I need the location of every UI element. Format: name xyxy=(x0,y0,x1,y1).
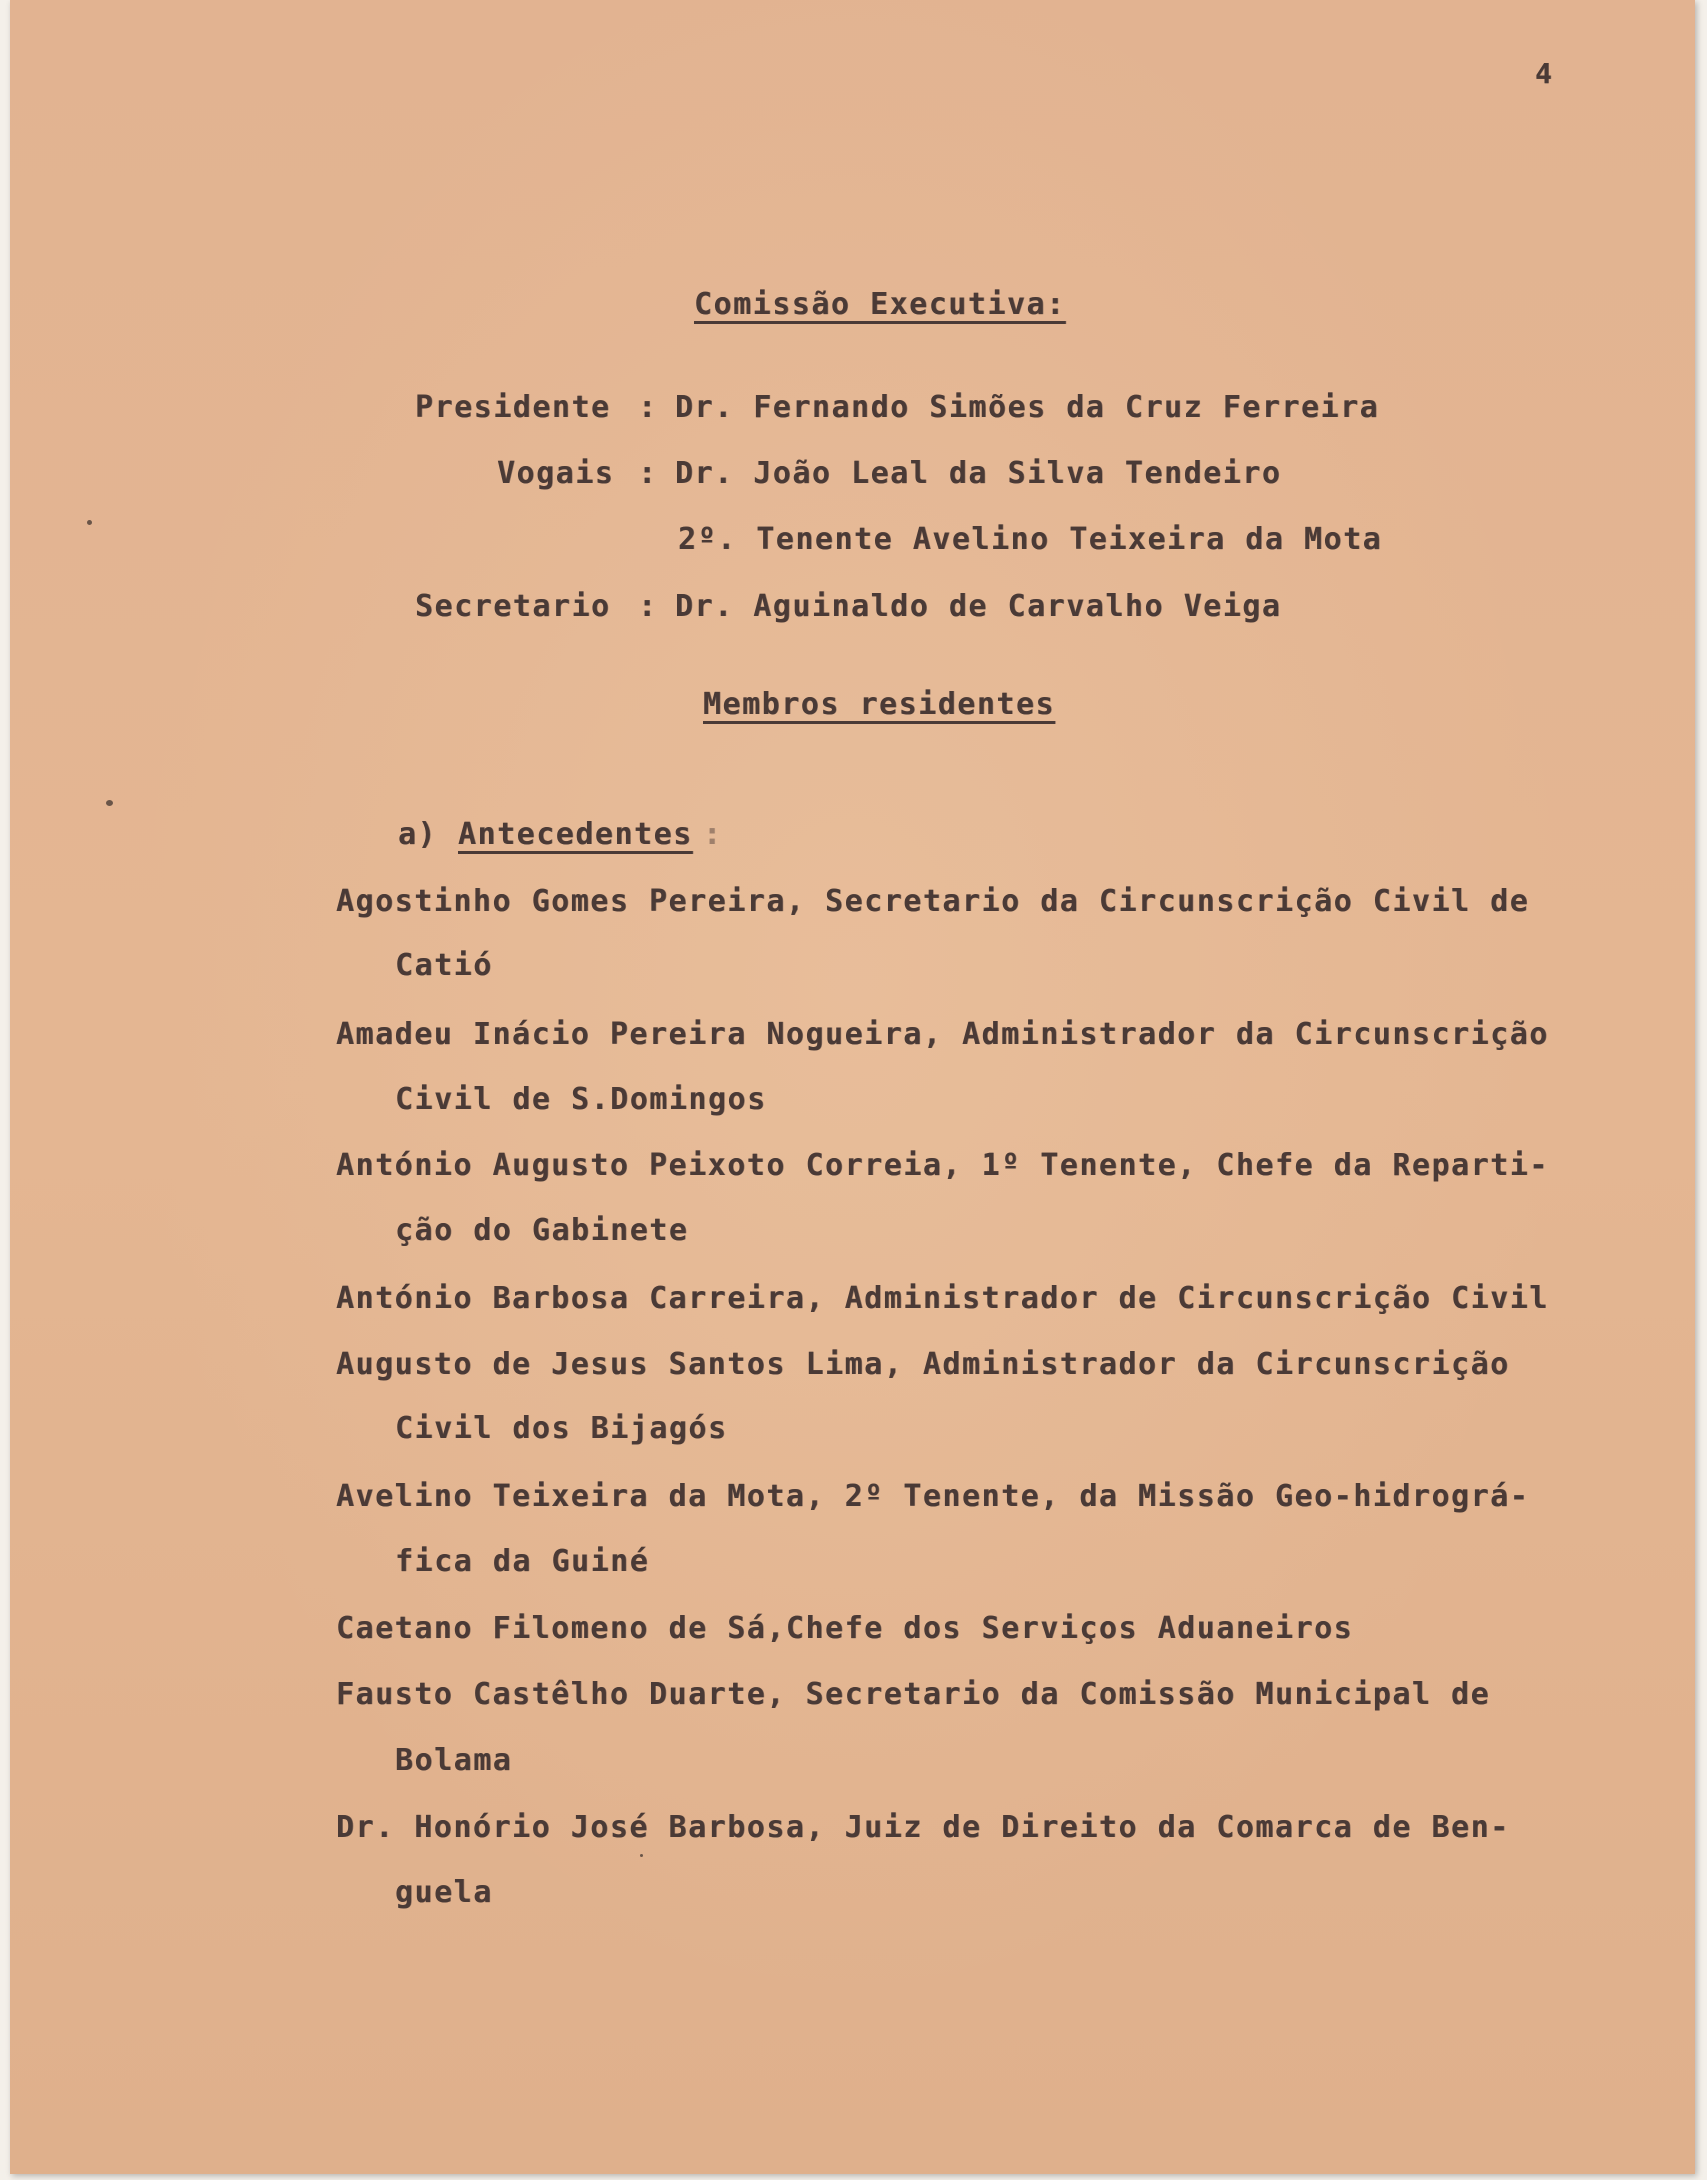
subsection-label: Antecedentes xyxy=(458,817,693,852)
president-role: Presidente xyxy=(415,390,611,425)
member-line: António Barbosa Carreira, Administrador de Circunscrição Civil xyxy=(336,1281,1549,1316)
member-line: Caetano Filomeno de Sá,Chefe dos Serviços Aduaneiros xyxy=(336,1611,1354,1646)
member-line: António Augusto Peixoto Correia, 1º Tenente, Chefe da Reparti- xyxy=(336,1148,1549,1183)
vogal-name: 2º. Tenente Avelino Teixeira da Mota xyxy=(678,522,1383,557)
member-line: Civil de S.Domingos xyxy=(395,1082,767,1117)
member-line: Bolama xyxy=(395,1743,513,1778)
paper-speck xyxy=(640,1854,643,1857)
member-line: Agostinho Gomes Pereira, Secretario da Circunscrição Civil de xyxy=(336,884,1530,919)
member-line: Civil dos Bijagós xyxy=(395,1411,728,1446)
document-page xyxy=(10,0,1695,2174)
vogais-role: Vogais xyxy=(497,456,615,491)
member-line: Fausto Castêlho Duarte, Secretario da Comissão Municipal de xyxy=(336,1677,1491,1712)
secretary-separator: : xyxy=(638,589,658,624)
paper-speck xyxy=(106,800,113,806)
page-number: 4 xyxy=(1535,57,1554,90)
members-heading: Membros residentes xyxy=(703,687,1056,722)
vogal-name: Dr. João Leal da Silva Tendeiro xyxy=(675,456,1282,491)
vogais-separator: : xyxy=(638,456,658,491)
president-separator: : xyxy=(638,390,658,425)
subsection-marker: a) xyxy=(398,817,438,852)
member-line: Catió xyxy=(395,948,493,983)
subsection-colon: : xyxy=(703,817,723,852)
member-line: fica da Guiné xyxy=(395,1544,650,1579)
member-line: ção do Gabinete xyxy=(395,1213,689,1248)
executive-heading: Comissão Executiva: xyxy=(694,287,1066,322)
secretary-role: Secretario xyxy=(415,589,611,624)
member-line: Avelino Teixeira da Mota, 2º Tenente, da Missão Geo-hidrográ- xyxy=(336,1479,1530,1514)
member-line: Augusto de Jesus Santos Lima, Administrador da Circunscrição xyxy=(336,1347,1510,1382)
member-line: Amadeu Inácio Pereira Nogueira, Administrador da Circunscrição xyxy=(336,1017,1549,1052)
paper-speck xyxy=(87,520,92,525)
member-line: Dr. Honório José Barbosa, Juiz de Direito da Comarca de Ben- xyxy=(336,1810,1510,1845)
president-name: Dr. Fernando Simões da Cruz Ferreira xyxy=(675,390,1380,425)
member-line: guela xyxy=(395,1875,493,1910)
secretary-name: Dr. Aguinaldo de Carvalho Veiga xyxy=(675,589,1282,624)
